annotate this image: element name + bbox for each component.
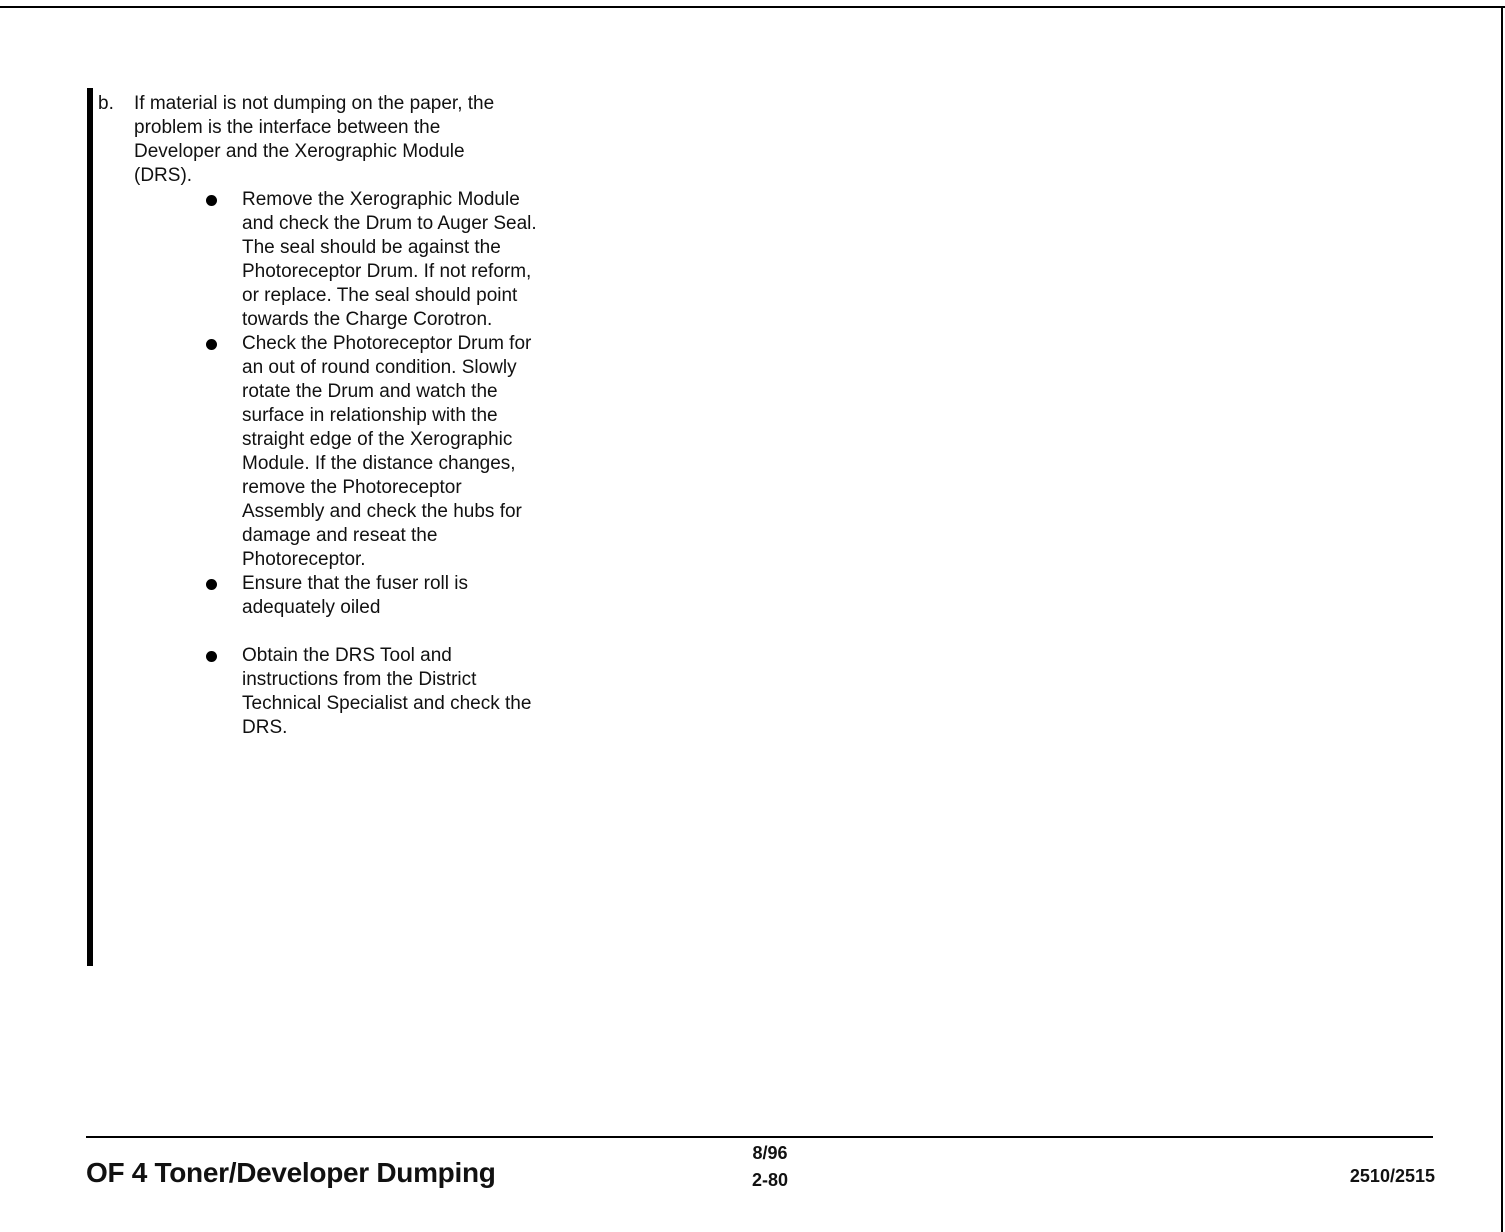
- list-item: [134, 572, 544, 620]
- footer-title: OF 4 Toner/Developer Dumping: [86, 1157, 496, 1188]
- footer-model: 2510/2515: [1349, 1166, 1435, 1186]
- footer-date-page: [720, 1140, 820, 1194]
- bullet-icon: [206, 195, 217, 206]
- bullet-icon: [206, 579, 217, 590]
- step-text: If material is not dumping on the paper, the problem is the interface between the Developer and the Xerographic Module (DRS).: [134, 93, 495, 186]
- right-edge-rule: [1501, 6, 1503, 1232]
- footer-page-number: 2-80: [751, 1170, 789, 1190]
- change-bar: [87, 88, 93, 966]
- bullet-list: [134, 188, 537, 740]
- step-label: b.: [98, 93, 114, 114]
- bullet-text: Remove the Xerographic Module and check the Drum to Auger Seal. The seal should be against the Photoreceptor Drum. If not reform, or replace. The seal should point towards the Charge Corotron.: [242, 189, 537, 330]
- list-item: [134, 332, 544, 572]
- footer-rule: [86, 1136, 1433, 1138]
- bullet-text: Obtain the DRS Tool and instructions from the District Technical Specialist and check the DRS.: [242, 645, 532, 738]
- list-item: [134, 188, 544, 332]
- bullet-text: Check the Photoreceptor Drum for an out of round condition. Slowly rotate the Drum and watch the surface in relationship with the straight edge of the Xerographic Module. If the distance changes, remove the Photoreceptor Assembly and check the hubs for damage and reseat the Photoreceptor.: [242, 333, 532, 570]
- footer-date: 8/96: [752, 1143, 788, 1163]
- step-b: [98, 92, 537, 740]
- bullet-text: Ensure that the fuser roll is adequately oiled: [242, 573, 468, 618]
- bullet-icon: [206, 339, 217, 350]
- bullet-icon: [206, 651, 217, 662]
- procedure-content: [98, 92, 537, 740]
- top-rule: [0, 6, 1505, 8]
- list-item: [134, 644, 544, 740]
